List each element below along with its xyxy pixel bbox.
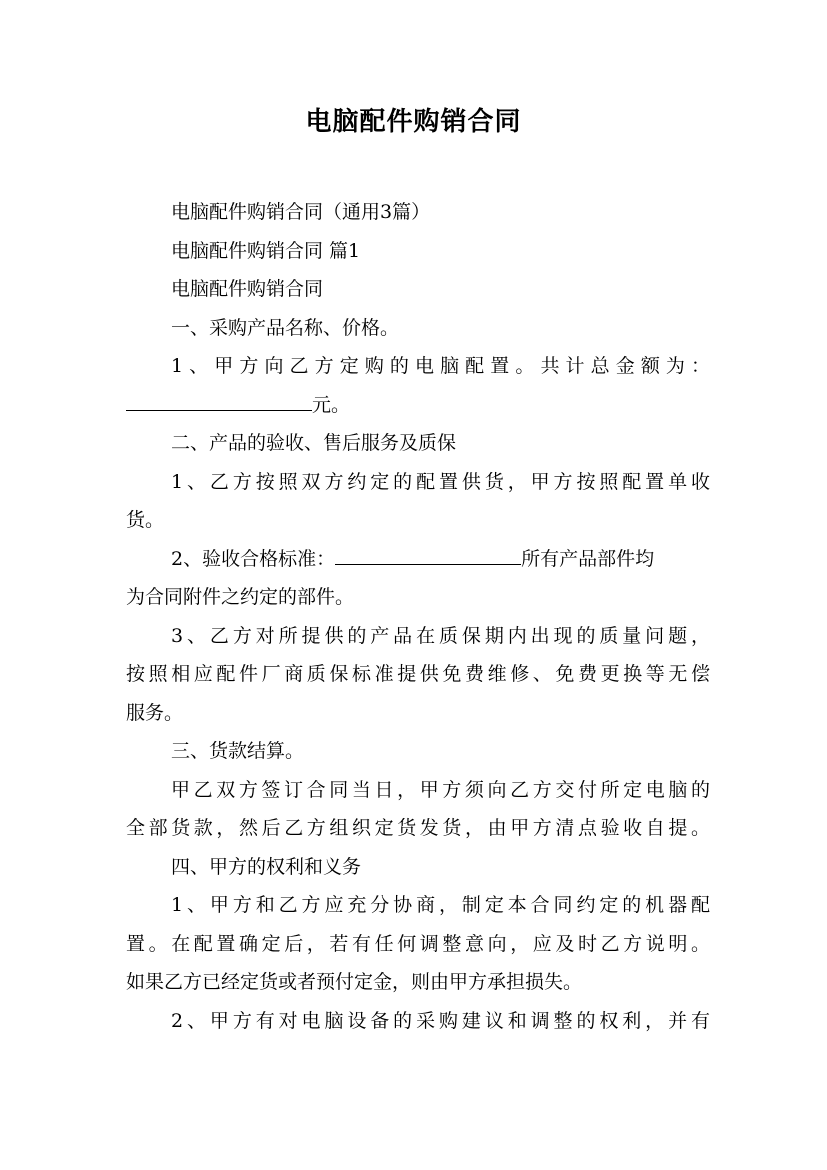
- paragraph-line: 如果乙方已经定货或者预付定金，则由甲方承担损失。: [126, 971, 583, 993]
- amount-blank: [126, 390, 312, 411]
- paragraph-line: [126, 540, 710, 579]
- paragraph-line: 电脑配件购销合同: [171, 278, 324, 300]
- paragraph-line: 按照相应配件厂商质保标准提供免费维修、免费更换等无偿: [126, 663, 710, 685]
- paragraph-line: 三、货款结算。: [171, 740, 305, 762]
- paragraph-line: 1、甲方和乙方应充分协商，制定本合同约定的机器配: [171, 894, 710, 916]
- paragraph-line: [126, 386, 710, 425]
- paragraph-line: 置。在配置确定后，若有任何调整意向，应及时乙方说明。: [126, 932, 710, 955]
- paragraph-line: 二、产品的验收、售后服务及质保: [171, 432, 457, 454]
- document-body: [126, 193, 710, 1040]
- paragraph-line: 为合同附件之约定的部件。: [126, 586, 355, 608]
- paragraph-line: 电脑配件购销合同 篇1: [171, 239, 361, 262]
- standard-label: 2、验收合格标准：: [171, 547, 336, 570]
- standard-blank: [335, 544, 521, 565]
- document-title: 电脑配件购销合同: [305, 107, 522, 137]
- amount-unit: 元。: [312, 393, 351, 416]
- standard-suffix: 所有产品部件均: [521, 547, 655, 570]
- paragraph-line: 3、乙方对所提供的产品在质保期内出现的质量问题，: [171, 624, 710, 647]
- paragraph-line: 一、采购产品名称、价格。: [171, 316, 400, 339]
- paragraph-line: 电脑配件购销合同（通用3篇）: [171, 201, 431, 223]
- paragraph-line: 1、乙方按照双方约定的配置供货，甲方按照配置单收: [171, 470, 710, 493]
- paragraph-line: 货。: [126, 509, 165, 531]
- paragraph-line: 全部货款，然后乙方组织定货发货，由甲方清点验收自提。: [126, 817, 710, 839]
- paragraph-line: 2、甲方有对电脑设备的采购建议和调整的权利，并有: [171, 1009, 710, 1032]
- paragraph-line: 甲乙双方签订合同当日，甲方须向乙方交付所定电脑的: [171, 778, 710, 801]
- paragraph-line: 四、甲方的权利和义务: [171, 855, 362, 878]
- paragraph-line: 服务。: [126, 701, 184, 724]
- paragraph-line: 1、甲方向乙方定购的电脑配置。共计总金额为：: [171, 355, 710, 377]
